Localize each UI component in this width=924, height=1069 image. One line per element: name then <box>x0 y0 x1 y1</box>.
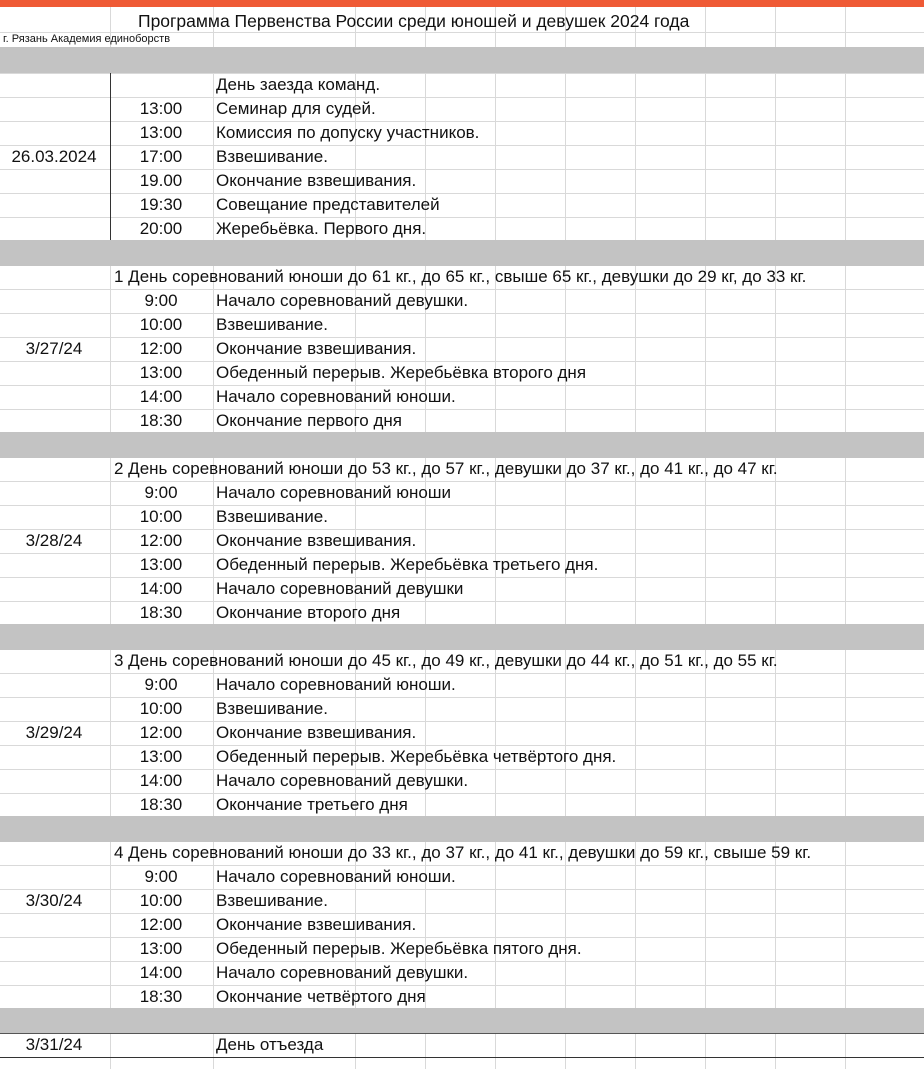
day-date: 3/30/24 <box>25 891 83 910</box>
event-time: 10:00 <box>139 699 183 718</box>
event-text: Обеденный перерыв. Жеребьёвка пятого дня. <box>216 939 582 958</box>
event-text: Обеденный перерыв. Жеребьёвка второго дня <box>216 363 587 382</box>
event-time: 10:00 <box>139 315 183 334</box>
event-time: 9:00 <box>144 867 178 886</box>
event-text: Окончание четвёртого дня <box>216 987 426 1006</box>
event-time: 10:00 <box>139 507 183 526</box>
event-time: 19:30 <box>139 195 183 214</box>
event-time: 18:30 <box>139 603 183 622</box>
event-text: Взвешивание. <box>216 507 328 526</box>
event-text: Жеребьёвка. Первого дня. <box>216 219 427 238</box>
day-date: 3/29/24 <box>25 723 83 742</box>
event-text: Начало соревнований юноши. <box>216 387 456 406</box>
event-time: 14:00 <box>139 771 183 790</box>
event-time: 12:00 <box>139 531 183 550</box>
event-text: Комиссия по допуску участников. <box>216 123 480 142</box>
event-text: Начало соревнований девушки. <box>216 291 469 310</box>
event-text: Начало соревнований девушки. <box>216 963 469 982</box>
event-text: Окончание взвешивания. <box>216 723 417 742</box>
event-text: Взвешивание. <box>216 699 328 718</box>
page-title: Программа Первенства России среди юношей и девушек 2024 года <box>138 11 690 31</box>
event-time: 9:00 <box>144 675 178 694</box>
event-text: Обеденный перерыв. Жеребьёвка четвёртого дня. <box>216 747 617 766</box>
event-text: Начало соревнований юноши. <box>216 675 456 694</box>
event-time: 12:00 <box>139 723 183 742</box>
event-time: 13:00 <box>139 123 183 142</box>
event-time <box>111 73 211 97</box>
event-time: 13:00 <box>139 939 183 958</box>
event-time: 12:00 <box>139 339 183 358</box>
event-time <box>111 1033 211 1057</box>
event-text: Окончание третьего дня <box>216 795 408 814</box>
day-date: 3/28/24 <box>25 531 83 550</box>
event-text: День заезда команд. <box>216 75 381 94</box>
event-text: День отъезда <box>216 1035 324 1054</box>
event-text: Начало соревнований девушки <box>216 579 464 598</box>
location-label: г. Рязань Академия единоборств <box>3 33 171 45</box>
event-text: Окончание второго дня <box>216 603 401 622</box>
event-time: 17:00 <box>139 147 183 166</box>
day-date: 3/31/24 <box>25 1035 83 1054</box>
event-time: 13:00 <box>139 363 183 382</box>
event-text: Начало соревнований юноши. <box>216 867 456 886</box>
event-text: Начало соревнований юноши <box>216 483 452 502</box>
event-time: 13:00 <box>139 99 183 118</box>
event-text: Совещание представителей <box>216 195 440 214</box>
event-text: Взвешивание. <box>216 147 328 166</box>
event-time: 9:00 <box>144 291 178 310</box>
event-time: 19.00 <box>139 171 183 190</box>
event-time: 13:00 <box>139 555 183 574</box>
event-time: 14:00 <box>139 579 183 598</box>
day-heading: 2 День соревнований юноши до 53 кг., до 57 кг., девушки до 37 кг., до 41 кг., до 47 кг. <box>114 459 778 478</box>
event-time: 18:30 <box>139 987 183 1006</box>
event-time: 14:00 <box>139 387 183 406</box>
event-text: Семинар для судей. <box>216 99 376 118</box>
day-heading: 4 День соревнований юноши до 33 кг., до 37 кг., до 41 кг., девушки до 59 кг., свыше 59 кг. <box>114 843 812 862</box>
day-heading: 1 День соревнований юноши до 61 кг., до 65 кг., свыше 65 кг., девушки до 29 кг, до 33 кг. <box>114 267 807 286</box>
event-text: Взвешивание. <box>216 315 328 334</box>
event-time: 10:00 <box>139 891 183 910</box>
day-date: 26.03.2024 <box>11 147 97 166</box>
event-time: 14:00 <box>139 963 183 982</box>
event-text: Начало соревнований девушки. <box>216 771 469 790</box>
event-time: 12:00 <box>139 915 183 934</box>
event-text: Окончание взвешивания. <box>216 915 417 934</box>
event-time: 18:30 <box>139 411 183 430</box>
event-time: 18:30 <box>139 795 183 814</box>
event-text: Окончание взвешивания. <box>216 531 417 550</box>
event-time: 13:00 <box>139 747 183 766</box>
day-heading: 3 День соревнований юноши до 45 кг., до 49 кг., девушки до 44 кг., до 51 кг., до 55 кг. <box>114 651 778 670</box>
event-time: 9:00 <box>144 483 178 502</box>
day-date: 3/27/24 <box>25 339 83 358</box>
event-text: Окончание взвешивания. <box>216 171 417 190</box>
event-text: Взвешивание. <box>216 891 328 910</box>
event-text: Обеденный перерыв. Жеребьёвка третьего дня. <box>216 555 599 574</box>
event-time: 20:00 <box>139 219 183 238</box>
event-text: Окончание первого дня <box>216 411 402 430</box>
event-text: Окончание взвешивания. <box>216 339 417 358</box>
